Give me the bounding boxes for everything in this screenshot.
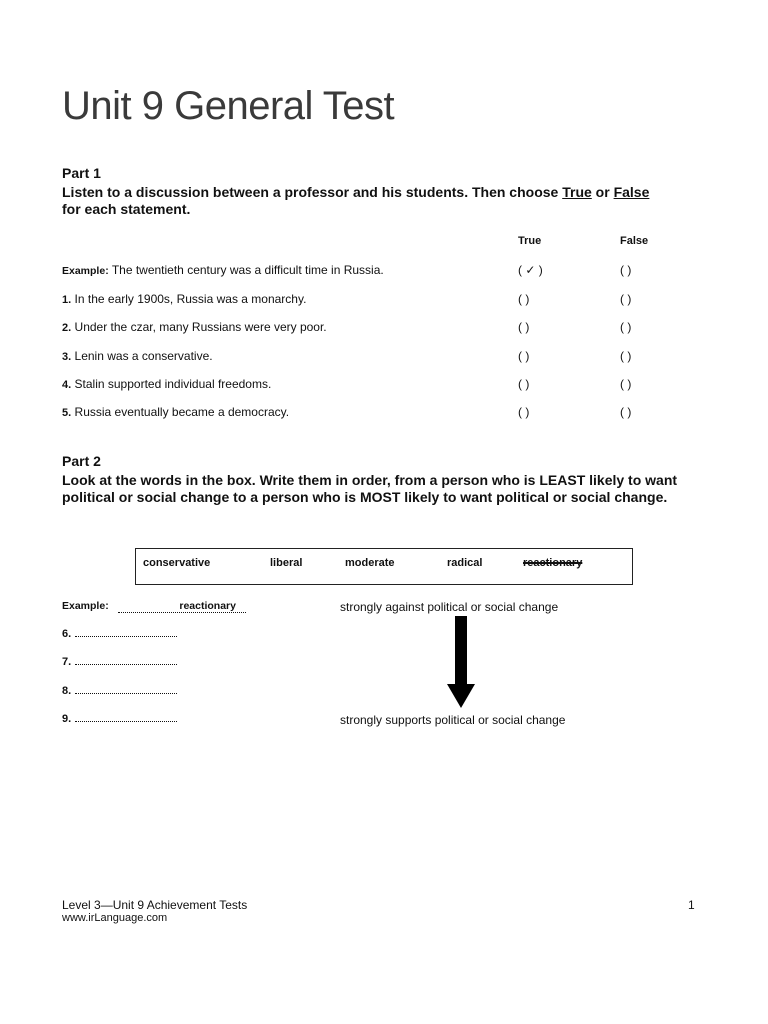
example-answer bbox=[118, 600, 246, 613]
answer-number: 7. bbox=[62, 656, 72, 668]
word-moderate: moderate bbox=[345, 557, 395, 569]
word-radical: radical bbox=[447, 557, 483, 569]
page-number: 1 bbox=[688, 898, 695, 912]
example-statement: The twentieth century was a difficult time in Russia. bbox=[111, 263, 384, 277]
word-liberal: liberal bbox=[270, 557, 303, 569]
footer-url: www.irLanguage.com bbox=[62, 912, 168, 924]
part1-instructions bbox=[62, 184, 712, 218]
example-label: Example: bbox=[62, 265, 109, 277]
answer-blank[interactable] bbox=[75, 720, 177, 722]
true-choice-2[interactable]: ( ) bbox=[518, 320, 530, 334]
example-label-part2: Example: bbox=[62, 600, 109, 612]
statement-text: In the early 1900s, Russia was a monarchy. bbox=[74, 292, 307, 306]
true-choice-3[interactable]: ( ) bbox=[518, 349, 530, 363]
answer-number: 9. bbox=[62, 713, 72, 725]
statement-number: 3. bbox=[62, 351, 72, 363]
part2-heading: Part 2 bbox=[62, 453, 101, 469]
statement-number: 4. bbox=[62, 379, 72, 391]
word-conservative: conservative bbox=[143, 557, 211, 569]
statement-text: Russia eventually became a democracy. bbox=[74, 405, 290, 419]
answer-blank[interactable] bbox=[75, 692, 177, 694]
page-title: Unit 9 General Test bbox=[62, 84, 395, 128]
answer-number: 8. bbox=[62, 685, 72, 697]
column-header-true: True bbox=[518, 235, 542, 247]
answer-line-9[interactable] bbox=[62, 713, 177, 725]
statement-row-1 bbox=[62, 292, 306, 306]
true-choice-5[interactable]: ( ) bbox=[518, 405, 530, 419]
true-word: True bbox=[562, 184, 592, 200]
down-arrow-icon bbox=[445, 616, 479, 710]
part1-instructions-end: for each statement. bbox=[62, 201, 191, 217]
statement-row-4 bbox=[62, 377, 271, 391]
example-row bbox=[62, 263, 384, 277]
part1-heading: Part 1 bbox=[62, 165, 101, 181]
statement-row-2 bbox=[62, 320, 327, 334]
statement-number: 1. bbox=[62, 294, 72, 306]
statement-number: 2. bbox=[62, 322, 72, 334]
false-choice-1[interactable]: ( ) bbox=[620, 292, 632, 306]
part2-instructions: Look at the words in the box. Write them in order, from a person who is LEAST likely to want political or social change to a person who is MOST likely to want political or social change. bbox=[62, 472, 678, 505]
false-choice-5[interactable]: ( ) bbox=[620, 405, 632, 419]
or-word: or bbox=[591, 184, 614, 200]
statement-text: Under the czar, many Russians were very poor. bbox=[74, 320, 327, 334]
answer-number: 6. bbox=[62, 628, 72, 640]
answer-line-8[interactable] bbox=[62, 685, 177, 697]
part1-instructions-text: Listen to a discussion between a professor and his students. Then choose bbox=[62, 184, 563, 200]
word-reactionary-crossed: reactionary bbox=[523, 557, 583, 569]
scale-top-label: strongly against political or social change bbox=[340, 600, 559, 614]
example-answer-text: reactionary bbox=[179, 600, 236, 612]
column-header-false: False bbox=[620, 235, 649, 247]
true-choice-1[interactable]: ( ) bbox=[518, 292, 530, 306]
statement-number: 5. bbox=[62, 407, 72, 419]
statement-row-3 bbox=[62, 349, 213, 363]
statement-row-5 bbox=[62, 405, 289, 419]
false-word: False bbox=[613, 184, 650, 200]
false-choice-4[interactable]: ( ) bbox=[620, 377, 632, 391]
answer-line-6[interactable] bbox=[62, 628, 177, 640]
scale-bottom-label: strongly supports political or social change bbox=[340, 713, 566, 727]
answer-line-7[interactable] bbox=[62, 656, 177, 668]
answer-blank[interactable] bbox=[75, 663, 177, 665]
answer-blank[interactable] bbox=[75, 635, 177, 637]
footer-title: Level 3—Unit 9 Achievement Tests bbox=[62, 898, 248, 912]
true-choice-4[interactable]: ( ) bbox=[518, 377, 530, 391]
statement-text: Lenin was a conservative. bbox=[74, 349, 213, 363]
example-true-choice: ( ✓ ) bbox=[518, 263, 543, 277]
statement-text: Stalin supported individual freedoms. bbox=[74, 377, 272, 391]
example-false-choice: ( ) bbox=[620, 263, 632, 277]
false-choice-3[interactable]: ( ) bbox=[620, 349, 632, 363]
false-choice-2[interactable]: ( ) bbox=[620, 320, 632, 334]
